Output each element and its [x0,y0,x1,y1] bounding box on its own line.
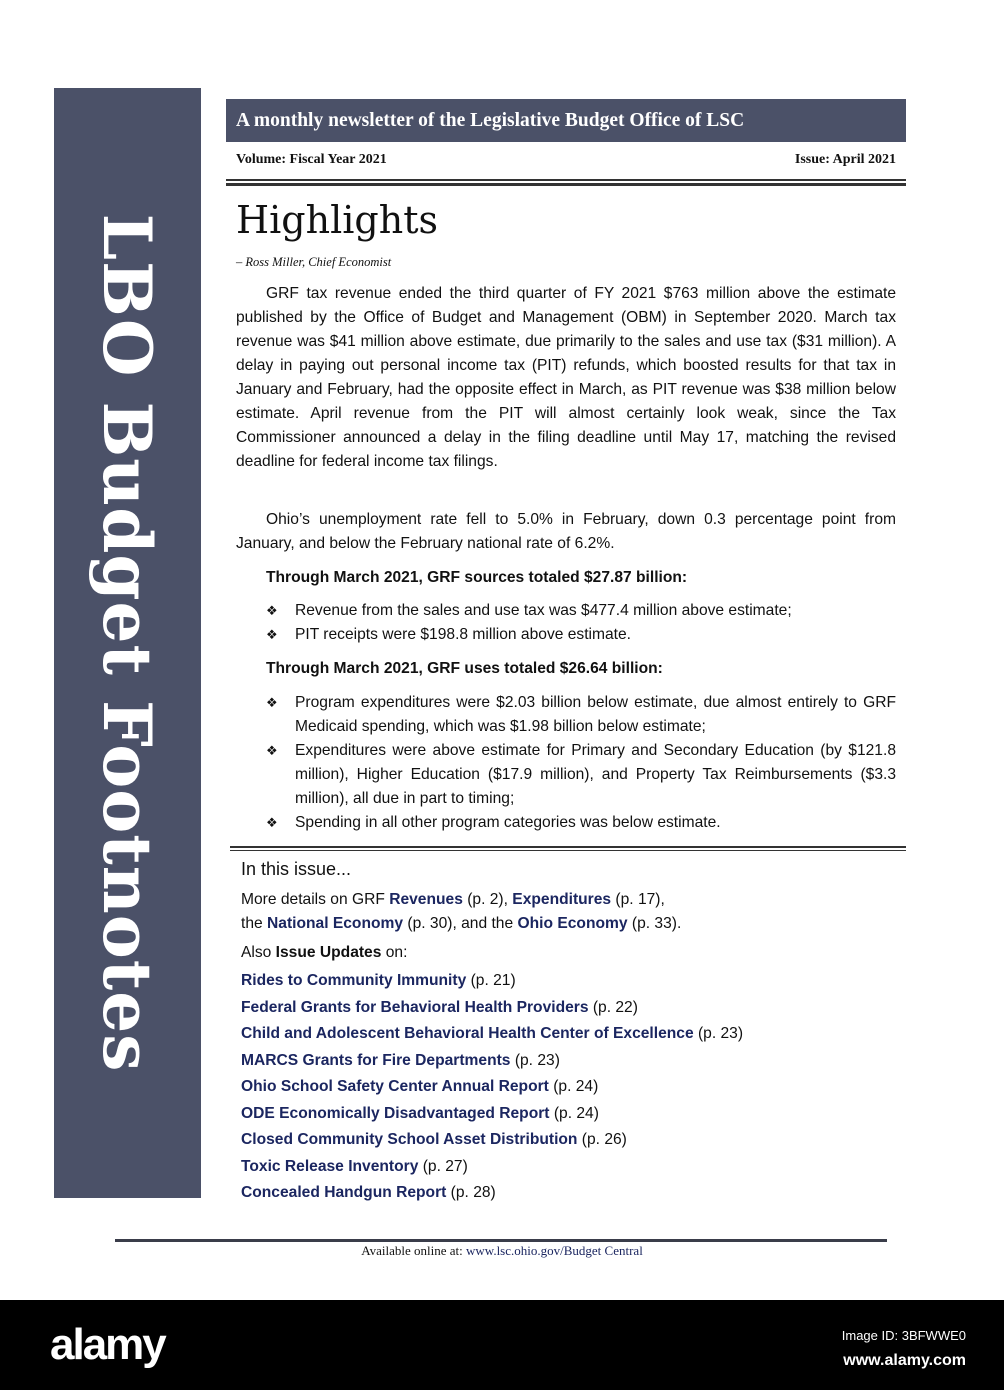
paragraph-revenue: GRF tax revenue ended the third quarter of FY 2021 $763 million above the estimate published by the Office of Budget and Management (OBM) in September 2020. March tax revenue was $41 million above estimate, due primarily to the sales and use tax ($31 million). A delay in paying out personal income tax (PIT) refunds, which boosted results for that tax in January and February, had the opposite effect in March, as PIT revenue was $38 million below estimate. April revenue from the PIT will almost certainly look weak, since the Tax Commissioner announced a delay in the filing deadline until May 17, matching the revised deadline for federal income tax filings. [236,285,896,470]
uses-heading: Through March 2021, GRF uses totaled $26.64 billion: [266,660,663,677]
issue-update-link[interactable]: Ohio School Safety Center Annual Report [241,1078,549,1095]
text: on: [381,944,408,961]
divider [226,179,906,181]
paragraph-unemployment: Ohio’s unemployment rate fell to 5.0% in February, down 0.3 percentage point from January, and below the February national rate of 6.2%. [236,511,896,552]
issue-update-item [241,995,743,1022]
page-ref: (p. 22) [588,998,638,1016]
footer-divider [115,1239,887,1242]
alamy-url: www.alamy.com [843,1352,966,1369]
updates-line [241,941,407,965]
issue-update-link[interactable]: Toxic Release Inventory [241,1157,419,1175]
issue-update-item [241,1127,743,1154]
issue-update-item [241,1101,743,1128]
page-ref: (p. 21) [466,972,516,989]
text: More details on GRF [241,891,390,908]
issue-update-link[interactable]: ODE Economically Disadvantaged Report [241,1104,550,1122]
section-title: Highlights [236,198,438,242]
text: (p. 17), [611,891,665,908]
issue-update-item [241,1180,743,1207]
page-ref: (p. 27) [418,1157,468,1175]
page-ref: (p. 24) [549,1104,599,1122]
issue-update-link[interactable]: Closed Community School Asset Distribution [241,1131,578,1148]
alamy-logo: alamy [50,1320,165,1369]
divider [230,846,906,848]
issue-update-link[interactable]: MARCS Grants for Fire Departments [241,1051,511,1069]
footer [0,1243,1004,1259]
text: (p. 33). [627,915,682,932]
diamond-bullet-icon: ❖ [266,815,278,830]
list-item-text: Program expenditures were $2.03 billion below estimate, due almost entirely to GRF Medicaid spending, which was $1.98 billion below estimate; [295,694,896,735]
text: Also [241,944,276,961]
text: (p. 30), and the [403,915,518,932]
details-line [241,912,681,936]
link-ohio-economy[interactable]: Ohio Economy [517,915,628,932]
sources-list [266,599,896,647]
link-national-economy[interactable]: National Economy [267,915,404,932]
diamond-bullet-icon: ❖ [266,743,278,758]
header-banner: A monthly newsletter of the Legislative Budget Office of LSC [226,99,906,142]
list-item [266,739,896,811]
issue-update-item [241,1074,743,1101]
image-id: Image ID: 3BFWWE0 [841,1328,966,1343]
list-item-text: Revenue from the sales and use tax was $477.4 million above estimate; [295,602,792,619]
list-item [266,623,896,647]
issue-update-link[interactable]: Child and Adolescent Behavioral Health Center of Excellence [241,1025,694,1042]
uses-list [266,691,896,835]
issue-label: Issue: April 2021 [794,152,896,167]
link-expenditures[interactable]: Expenditures [512,891,612,908]
byline: – Ross Miller, Chief Economist [236,255,392,269]
diamond-bullet-icon: ❖ [266,603,278,618]
list-item [266,599,896,623]
text: the [241,915,268,932]
list-item [266,691,896,739]
list-item-text: Spending in all other program categories was below estimate. [295,814,721,831]
footer-link[interactable]: www.lsc.ohio.gov/Budget Central [466,1243,643,1258]
divider [226,183,906,186]
issue-update-link[interactable]: Federal Grants for Behavioral Health Providers [241,998,589,1016]
sidebar-band [54,88,201,1198]
page-ref: (p. 26) [577,1131,627,1148]
issue-update-item [241,1048,743,1075]
page-ref: (p. 23) [693,1025,744,1042]
page-ref: (p. 24) [548,1078,599,1095]
divider [230,850,906,851]
link-revenues[interactable]: Revenues [389,891,463,908]
issue-update-link[interactable]: Rides to Community Immunity [241,972,467,989]
issue-updates-list [241,968,743,1207]
volume-label: Volume: Fiscal Year 2021 [236,152,387,167]
sources-heading: Through March 2021, GRF sources totaled $27.87 billion: [266,569,688,586]
diamond-bullet-icon: ❖ [266,627,278,642]
diamond-bullet-icon: ❖ [266,695,278,710]
details-line [241,888,665,912]
list-item [266,811,896,835]
issue-update-item [241,1021,743,1048]
watermark-band [0,1300,1004,1390]
issue-update-item [241,1154,743,1181]
issue-updates-label: Issue Updates [275,944,382,961]
in-this-issue-heading: In this issue... [241,859,352,879]
page-ref: (p. 28) [446,1184,496,1201]
list-item-text: PIT receipts were $198.8 million above estimate. [295,626,632,643]
footer-text: Available online at: [361,1243,466,1258]
text: (p. 2), [462,891,513,908]
issue-update-link[interactable]: Concealed Handgun Report [241,1184,447,1201]
page-ref: (p. 23) [510,1051,560,1069]
newsletter-title: LBO Budget Footnotes [88,213,166,1073]
list-item-text: Expenditures were above estimate for Primary and Secondary Education (by $121.8 million), Higher Education ($17.9 million), and Property Tax Reimbursements ($3.3 million), all due in part to timing; [295,742,896,807]
issue-update-item [241,968,743,995]
